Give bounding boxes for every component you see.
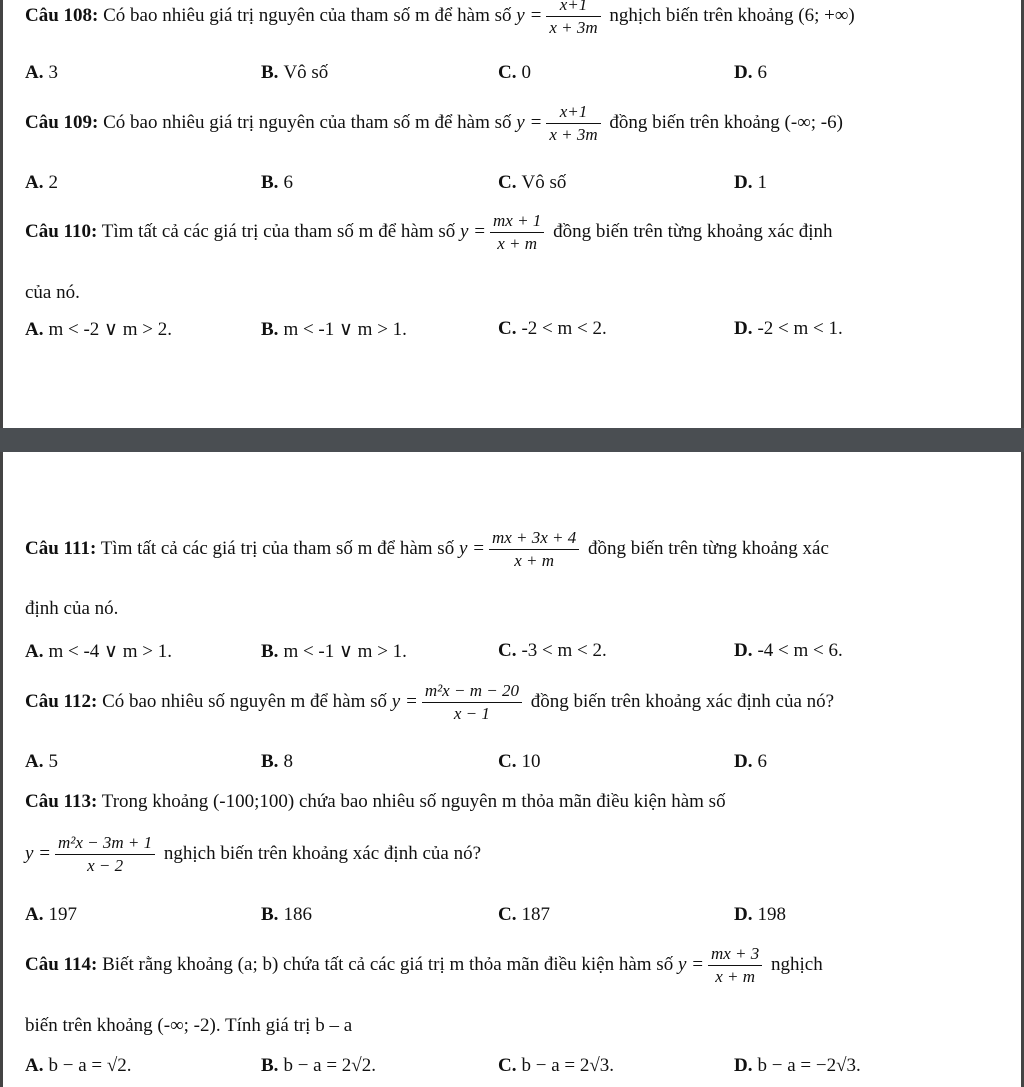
option-text: -4 < m < 6. — [757, 640, 843, 661]
option-text: 5 — [48, 751, 58, 772]
denominator: x − 2 — [87, 856, 124, 875]
option-letter: A. — [25, 641, 44, 662]
question-text: Có bao nhiêu số nguyên m để hàm số — [102, 690, 388, 712]
question-label: Câu 110: — [25, 220, 98, 242]
option-b — [261, 751, 293, 773]
option-c — [498, 1055, 614, 1077]
question-114 — [25, 943, 823, 988]
option-letter: B. — [261, 904, 279, 925]
option-letter: D. — [734, 751, 753, 772]
question-label: Câu 108: — [25, 4, 99, 26]
option-letter: D. — [734, 62, 753, 83]
question-108 — [25, 0, 855, 39]
option-letter: C. — [498, 751, 517, 772]
question-tail: đồng biến trên từng khoảng xác — [588, 537, 829, 559]
numerator: mx + 3 — [708, 943, 762, 966]
option-a — [25, 904, 77, 926]
option-text: m < -2 ∨ m > 2. — [48, 319, 172, 340]
numerator: m²x − 3m + 1 — [55, 832, 155, 855]
option-text: 6 — [283, 172, 293, 193]
option-text: m < -1 ∨ m > 1. — [283, 319, 407, 340]
option-b — [261, 904, 312, 926]
option-a — [25, 318, 172, 341]
fraction — [490, 210, 544, 255]
page-bottom — [0, 452, 1024, 1087]
option-letter: D. — [734, 904, 753, 925]
y-equals: y = — [516, 4, 543, 26]
option-a — [25, 640, 172, 663]
question-text: Trong khoảng (-100;100) chứa bao nhiêu số nguyên m thỏa mãn điều kiện hàm số — [101, 791, 726, 812]
numerator: mx + 3x + 4 — [489, 527, 579, 550]
question-text: Biết rằng khoảng (a; b) chứa tất cả các giá trị m thỏa mãn điều kiện hàm số — [102, 953, 674, 975]
option-text: 0 — [521, 62, 531, 83]
option-text: 197 — [48, 904, 77, 925]
question-continuation: biến trên khoảng (-∞; -2). Tính giá trị b – a — [25, 1015, 353, 1036]
option-text: b − a = 2√3. — [521, 1055, 615, 1076]
question-tail: đồng biến trên khoảng (-∞; -6) — [609, 111, 843, 133]
option-d — [734, 172, 767, 194]
option-letter: A. — [25, 1055, 44, 1076]
denominator: x + m — [715, 967, 756, 986]
denominator: x + 3m — [549, 125, 598, 144]
option-d — [734, 62, 767, 84]
option-letter: C. — [498, 318, 517, 339]
page-top — [0, 0, 1024, 428]
fraction — [422, 680, 522, 725]
question-label: Câu 114: — [25, 953, 98, 975]
option-a — [25, 1055, 132, 1077]
question-111 — [25, 527, 829, 572]
question-text: Có bao nhiêu giá trị nguyên của tham số m để hàm số — [103, 4, 512, 26]
option-c — [498, 318, 607, 340]
question-109 — [25, 101, 843, 146]
option-b — [261, 318, 407, 341]
option-letter: C. — [498, 640, 517, 661]
option-text: 198 — [757, 904, 786, 925]
question-text: Tìm tất cả các giá trị của tham số m để hàm số — [101, 220, 456, 242]
option-text: b − a = √2. — [48, 1055, 132, 1076]
option-text: 6 — [757, 62, 767, 83]
question-tail: đồng biến trên khoảng xác định của nó? — [530, 690, 835, 712]
fraction — [708, 943, 762, 988]
option-text: 187 — [521, 904, 550, 925]
option-d — [734, 640, 843, 662]
option-letter: B. — [261, 172, 279, 193]
option-letter: B. — [261, 751, 279, 772]
fraction — [546, 0, 600, 39]
y-equals: y = — [25, 842, 52, 864]
option-letter: A. — [25, 62, 44, 83]
option-d — [734, 1055, 861, 1077]
question-tail: nghịch — [771, 953, 823, 975]
question-110 — [25, 210, 832, 255]
option-letter: D. — [734, 640, 753, 661]
option-letter: A. — [25, 319, 44, 340]
denominator: x − 1 — [453, 704, 490, 723]
option-text: -2 < m < 2. — [521, 318, 607, 339]
option-letter: A. — [25, 751, 44, 772]
numerator: mx + 1 — [490, 210, 544, 233]
option-text: b − a = 2√2. — [283, 1055, 376, 1076]
y-equals: y = — [458, 537, 485, 559]
option-letter: B. — [261, 1055, 279, 1076]
option-text: 3 — [48, 62, 58, 83]
option-b — [261, 62, 328, 84]
question-tail: nghịch biến trên khoảng xác định của nó? — [163, 842, 481, 864]
option-text: 10 — [521, 751, 541, 772]
option-c — [498, 751, 540, 773]
question-text: Có bao nhiêu giá trị nguyên của tham số m để hàm số — [103, 111, 512, 133]
option-letter: C. — [498, 62, 517, 83]
option-letter: A. — [25, 904, 44, 925]
option-letter: B. — [261, 62, 279, 83]
numerator: x+1 — [546, 101, 600, 124]
question-tail: nghịch biến trên khoảng (6; +∞) — [609, 4, 855, 26]
option-text: b − a = −2√3. — [757, 1055, 861, 1076]
option-letter: D. — [734, 172, 753, 193]
option-b — [261, 1055, 376, 1077]
option-d — [734, 904, 786, 926]
option-letter: D. — [734, 318, 753, 339]
option-a — [25, 751, 58, 773]
question-tail: đồng biến trên từng khoảng xác định — [553, 220, 833, 242]
option-text: 2 — [48, 172, 58, 193]
option-letter: B. — [261, 319, 279, 340]
question-continuation: của nó. — [25, 282, 80, 303]
y-equals: y = — [391, 690, 418, 712]
y-equals: y = — [460, 220, 487, 242]
fraction — [489, 527, 579, 572]
numerator: x+1 — [546, 0, 600, 17]
option-c — [498, 172, 566, 194]
option-letter: C. — [498, 904, 517, 925]
option-text: m < -1 ∨ m > 1. — [283, 641, 407, 662]
option-a — [25, 62, 58, 84]
option-text: -3 < m < 2. — [521, 640, 607, 661]
option-text: Vô số — [283, 62, 329, 83]
option-text: 1 — [757, 172, 767, 193]
option-d — [734, 751, 767, 773]
option-c — [498, 62, 531, 84]
question-113 — [25, 791, 995, 813]
fraction — [546, 101, 600, 146]
option-text: m < -4 ∨ m > 1. — [48, 641, 172, 662]
option-b — [261, 172, 293, 194]
option-letter: A. — [25, 172, 44, 193]
option-b — [261, 640, 407, 663]
option-a — [25, 172, 58, 194]
page-separator — [0, 428, 1024, 452]
question-label: Câu 111: — [25, 537, 97, 559]
option-c — [498, 640, 607, 662]
option-letter: D. — [734, 1055, 753, 1076]
denominator: x + m — [497, 234, 538, 253]
question-text: Tìm tất cả các giá trị của tham số m để hàm số — [100, 537, 455, 559]
fraction — [55, 832, 155, 877]
question-label: Câu 112: — [25, 690, 98, 712]
option-c — [498, 904, 550, 926]
option-text: 8 — [283, 751, 293, 772]
question-112 — [25, 680, 834, 725]
option-text: 186 — [283, 904, 312, 925]
question-label: Câu 109: — [25, 111, 99, 133]
denominator: x + m — [514, 551, 555, 570]
question-continuation: định của nó. — [25, 598, 119, 619]
y-equals: y = — [677, 953, 704, 975]
option-text: 6 — [757, 751, 767, 772]
question-113-formula — [25, 832, 481, 877]
option-letter: C. — [498, 172, 517, 193]
option-letter: B. — [261, 641, 279, 662]
denominator: x + 3m — [549, 18, 598, 37]
y-equals: y = — [516, 111, 543, 133]
option-text: -2 < m < 1. — [757, 318, 843, 339]
option-text: Vô số — [521, 172, 567, 193]
question-label: Câu 113: — [25, 791, 98, 812]
numerator: m²x − m − 20 — [422, 680, 522, 703]
option-letter: C. — [498, 1055, 517, 1076]
option-d — [734, 318, 843, 340]
